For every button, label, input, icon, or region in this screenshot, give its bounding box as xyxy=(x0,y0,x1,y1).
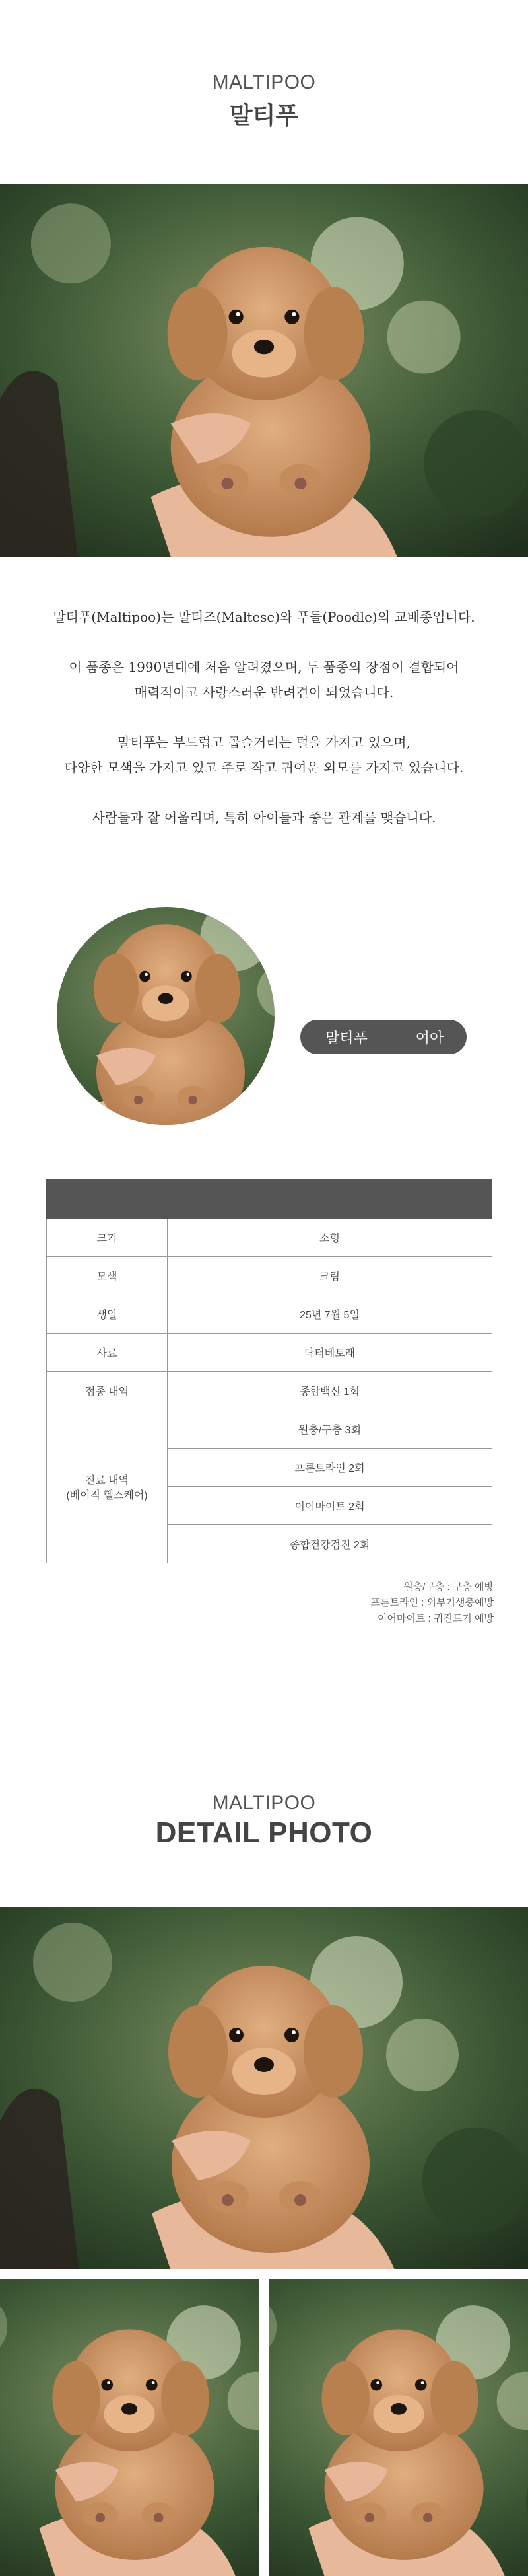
breed-title-en: MALTIPOO xyxy=(212,71,316,93)
row-value-vaccination: 종합백신 1회 xyxy=(168,1372,492,1410)
desc-paragraph-2 xyxy=(0,655,528,705)
table-header-row xyxy=(47,1180,492,1219)
hero-puppy-photo xyxy=(0,184,528,557)
detail-breed-en: MALTIPOO xyxy=(212,1792,316,1814)
note-line: 프론트라인 : 외부기생충예방 xyxy=(370,1597,494,1608)
table-row xyxy=(47,1257,492,1295)
care-value: 이어마이트 2회 xyxy=(168,1487,492,1525)
profile-gender: 여아 xyxy=(415,1029,444,1046)
table-row xyxy=(47,1219,492,1257)
note-line: 원충/구충 : 구충 예방 xyxy=(403,1581,494,1592)
care-notes xyxy=(230,1579,494,1627)
row-label-vaccination: 접종 내역 xyxy=(47,1372,168,1410)
desc-p2-line1: 이 품종은 1990년대에 처음 알려졌으며, 두 품종의 장점이 결합되어 xyxy=(69,659,459,675)
care-value: 종합건강검진 2회 xyxy=(168,1525,492,1563)
row-label-color: 모색 xyxy=(47,1257,168,1295)
row-value-color: 크림 xyxy=(168,1257,492,1295)
detail-puppy-photo-right xyxy=(269,2279,528,2576)
detail-puppy-photo-large xyxy=(0,1907,528,2269)
table-row xyxy=(47,1334,492,1372)
desc-paragraph-4: 사람들과 잘 어울리며, 특히 아이들과 좋은 관계를 맺습니다. xyxy=(92,810,436,826)
breed-description xyxy=(0,604,528,855)
row-label-birthday: 생일 xyxy=(47,1295,168,1334)
table-row xyxy=(47,1372,492,1410)
desc-paragraph-3 xyxy=(0,730,528,780)
table-row xyxy=(47,1410,492,1449)
table-header-cell xyxy=(168,1180,492,1219)
profile-badge xyxy=(300,1020,467,1054)
row-label-size: 크기 xyxy=(47,1219,168,1257)
desc-p3-line2: 다양한 모색을 가지고 있고 주로 작고 귀여운 외모를 가지고 있습니다. xyxy=(64,760,464,775)
profile-breed: 말티푸 xyxy=(325,1029,368,1046)
row-label-food: 사료 xyxy=(47,1334,168,1372)
row-value-food: 닥터베토래 xyxy=(168,1334,492,1372)
care-value: 프론트라인 2회 xyxy=(168,1449,492,1487)
puppy-info-table xyxy=(46,1179,492,1563)
profile-puppy-photo xyxy=(57,907,275,1125)
desc-p2-line2: 매력적이고 사랑스러운 반려견이 되었습니다. xyxy=(134,684,394,700)
breed-title-ko: 말티푸 xyxy=(229,102,299,129)
desc-p3-line1: 말티푸는 부드럽고 곱슬거리는 털을 가지고 있으며, xyxy=(117,734,411,750)
row-value-size: 소형 xyxy=(168,1219,492,1257)
note-line: 이어마이트 : 귀진드기 예방 xyxy=(377,1613,494,1624)
row-value-birthday: 25년 7월 5일 xyxy=(168,1295,492,1334)
row-label-care-history xyxy=(47,1410,168,1563)
detail-puppy-photo-left xyxy=(0,2279,259,2576)
table-row xyxy=(47,1295,492,1334)
care-label-line1: 진료 내역 xyxy=(84,1474,129,1486)
desc-paragraph-1: 말티푸(Maltipoo)는 말티즈(Maltese)와 푸들(Poodle)의 교배종입니다. xyxy=(53,609,475,625)
care-label-line2: (베이직 헬스케어) xyxy=(66,1489,148,1501)
table-header-cell xyxy=(47,1180,168,1219)
detail-photo-title: DETAIL PHOTO xyxy=(155,1816,373,1849)
care-value: 원충/구충 3회 xyxy=(168,1410,492,1449)
